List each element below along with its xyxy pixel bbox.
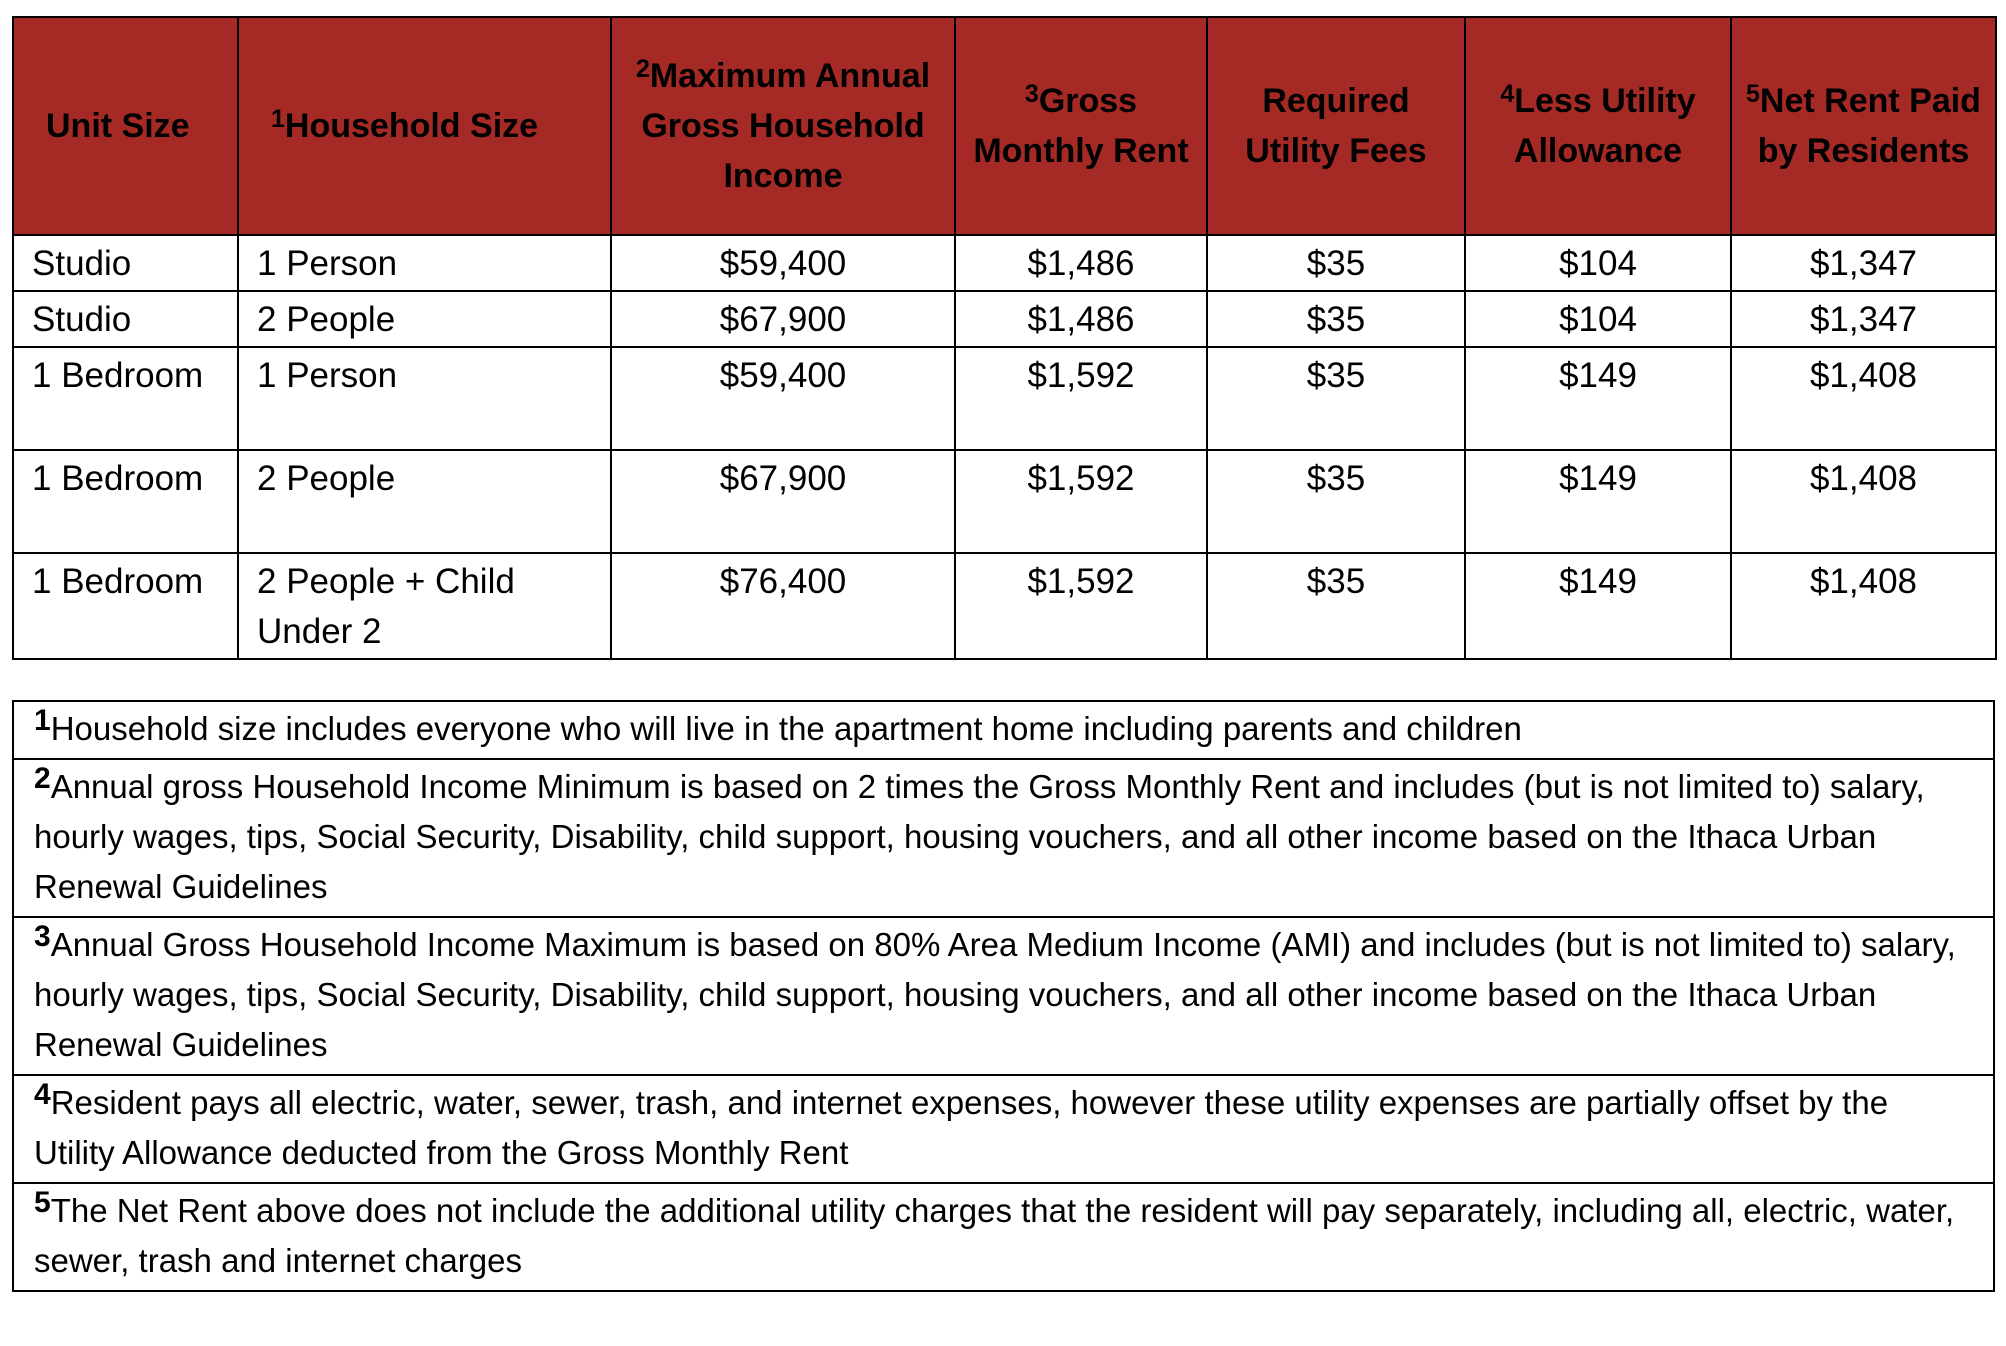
cell-max-income: $67,900 bbox=[611, 291, 955, 347]
cell-net-rent: $1,408 bbox=[1731, 553, 1996, 659]
table-row bbox=[13, 347, 1996, 450]
footnote-5 bbox=[13, 1183, 1994, 1291]
footnote-text: Annual Gross Household Income Maximum is based on 80% Area Medium Income (AMI) and includes (but is not limited to) salary, hourly wages, tips, Social Security, Disability, child support, housing vouchers, and all other income based on the Ithaca Urban Renewal Guidelines bbox=[34, 926, 1956, 1063]
footnote-text: The Net Rent above does not include the additional utility charges that the resident will pay separately, including all, electric, water, sewer, trash and internet charges bbox=[34, 1192, 1955, 1279]
cell-utility-allowance: $149 bbox=[1465, 450, 1731, 553]
cell-max-income: $59,400 bbox=[611, 347, 955, 450]
footnote-row bbox=[13, 759, 1994, 917]
cell-max-income: $76,400 bbox=[611, 553, 955, 659]
footnote-number: 3 bbox=[34, 920, 51, 953]
header-household-size bbox=[238, 17, 611, 235]
footnote-number: 2 bbox=[34, 762, 51, 795]
footnote-row bbox=[13, 1183, 1994, 1291]
cell-utility-fees: $35 bbox=[1207, 235, 1465, 291]
cell-net-rent: $1,408 bbox=[1731, 347, 1996, 450]
cell-unit-size: Studio bbox=[13, 291, 238, 347]
cell-unit-size: 1 Bedroom bbox=[13, 553, 238, 659]
footnote-text: Annual gross Household Income Minimum is based on 2 times the Gross Monthly Rent and includes (but is not limited to) salary, hourly wages, tips, Social Security, Disability, child support, housing vouchers, and all other income based on the Ithaca Urban Renewal Guidelines bbox=[34, 768, 1925, 905]
header-label: Maximum Annual Gross Household Income bbox=[641, 57, 931, 195]
cell-max-income: $67,900 bbox=[611, 450, 955, 553]
cell-household-size: 2 People bbox=[238, 450, 611, 553]
cell-utility-allowance: $104 bbox=[1465, 291, 1731, 347]
table-row bbox=[13, 450, 1996, 553]
cell-utility-fees: $35 bbox=[1207, 450, 1465, 553]
cell-gross-rent: $1,592 bbox=[955, 450, 1207, 553]
header-label: Household Size bbox=[284, 107, 539, 145]
footnote-number: 1 bbox=[34, 704, 51, 737]
header-footnote-marker: 4 bbox=[1500, 80, 1515, 108]
header-footnote-marker: 1 bbox=[271, 105, 285, 133]
footnote-number: 4 bbox=[34, 1078, 51, 1111]
cell-net-rent: $1,408 bbox=[1731, 450, 1996, 553]
footnotes-table bbox=[12, 700, 1995, 1292]
cell-max-income: $59,400 bbox=[611, 235, 955, 291]
table-row bbox=[13, 291, 1996, 347]
cell-gross-rent: $1,486 bbox=[955, 235, 1207, 291]
header-label: Net Rent Paid by Residents bbox=[1757, 82, 1981, 170]
cell-household-size: 1 Person bbox=[238, 347, 611, 450]
footnote-row bbox=[13, 701, 1994, 759]
header-max-income bbox=[611, 17, 955, 235]
cell-utility-fees: $35 bbox=[1207, 553, 1465, 659]
cell-utility-fees: $35 bbox=[1207, 347, 1465, 450]
footnote-4 bbox=[13, 1075, 1994, 1183]
footnote-1 bbox=[13, 701, 1994, 759]
header-footnote-marker: 3 bbox=[1024, 80, 1039, 108]
cell-utility-allowance: $149 bbox=[1465, 553, 1731, 659]
footnote-text: Household size includes everyone who will live in the apartment home including parents and children bbox=[50, 710, 1522, 747]
cell-net-rent: $1,347 bbox=[1731, 235, 1996, 291]
header-footnote-marker: 5 bbox=[1746, 80, 1760, 108]
footnote-2 bbox=[13, 759, 1994, 917]
footnote-number: 5 bbox=[34, 1186, 51, 1219]
cell-utility-allowance: $149 bbox=[1465, 347, 1731, 450]
cell-gross-rent: $1,486 bbox=[955, 291, 1207, 347]
cell-utility-fees: $35 bbox=[1207, 291, 1465, 347]
cell-household-size: 2 People + Child Under 2 bbox=[238, 553, 611, 659]
header-utility-allowance bbox=[1465, 17, 1731, 235]
header-label: Less Utility Allowance bbox=[1513, 82, 1696, 170]
cell-unit-size: 1 Bedroom bbox=[13, 347, 238, 450]
table-row bbox=[13, 235, 1996, 291]
cell-gross-rent: $1,592 bbox=[955, 347, 1207, 450]
footnote-row bbox=[13, 1075, 1994, 1183]
header-unit-size bbox=[13, 17, 238, 235]
cell-net-rent: $1,347 bbox=[1731, 291, 1996, 347]
cell-unit-size: Studio bbox=[13, 235, 238, 291]
header-label: Gross Monthly Rent bbox=[973, 82, 1189, 170]
header-utility-fees bbox=[1207, 17, 1465, 235]
cell-household-size: 2 People bbox=[238, 291, 611, 347]
footnote-row bbox=[13, 917, 1994, 1075]
footnote-text: Resident pays all electric, water, sewer, trash, and internet expenses, however these utility expenses are partially offset by the Utility Allowance deducted from the Gross Monthly Rent bbox=[34, 1084, 1889, 1171]
cell-gross-rent: $1,592 bbox=[955, 553, 1207, 659]
header-label: Required Utility Fees bbox=[1245, 82, 1427, 170]
header-footnote-marker: 2 bbox=[635, 55, 650, 83]
footnote-3 bbox=[13, 917, 1994, 1075]
header-net-rent bbox=[1731, 17, 1996, 235]
header-label: Unit Size bbox=[46, 107, 190, 145]
cell-unit-size: 1 Bedroom bbox=[13, 450, 238, 553]
cell-household-size: 1 Person bbox=[238, 235, 611, 291]
rent-table bbox=[12, 16, 1997, 660]
table-row bbox=[13, 553, 1996, 659]
header-gross-rent bbox=[955, 17, 1207, 235]
table-header-row bbox=[13, 17, 1996, 235]
cell-utility-allowance: $104 bbox=[1465, 235, 1731, 291]
